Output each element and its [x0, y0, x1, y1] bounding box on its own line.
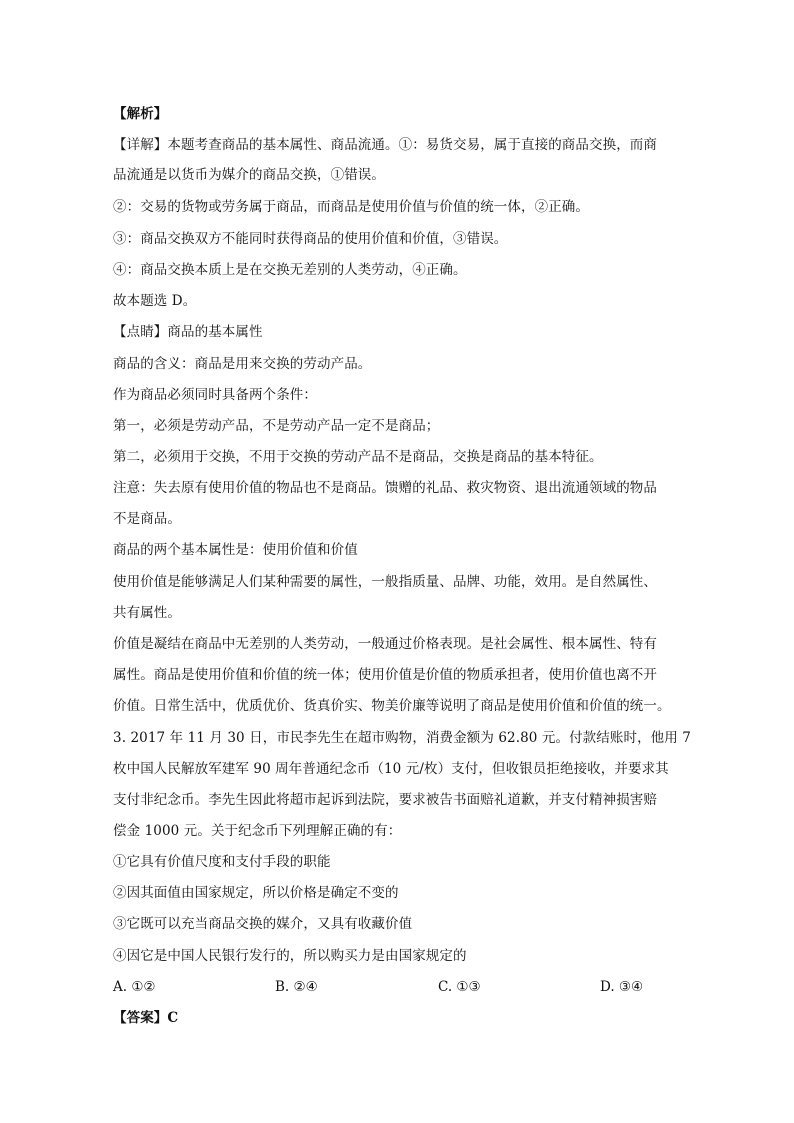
option-b: B. ②④	[275, 979, 318, 995]
text-line: ④：商品交换本质上是在交换无差别的人类劳动，④正确。	[113, 262, 467, 278]
section-heading-analysis: 【解析】	[113, 106, 168, 122]
text-line: 价值是凝结在商品中无差别的人类劳动，一般通过价格表现。是社会属性、根本属性、特有	[113, 636, 657, 652]
statement-item: ①它具有价值尺度和支付手段的职能	[113, 854, 331, 870]
answer-options	[113, 977, 673, 997]
question-text-line: 偿金 1000 元。关于纪念币下列理解正确的有：	[113, 823, 402, 839]
text-line: ②：交易的货物或劳务属于商品，而商品是使用价值与价值的统一体，②正确。	[113, 199, 589, 215]
text-line: 属性。商品是使用价值和价值的统一体；使用价值是价值的物质承担者，使用价值也离不开	[113, 667, 657, 683]
answer-line: 【答案】C	[113, 1010, 179, 1026]
text-line: 价值。日常生活中，优质优价、货真价实、物美价廉等说明了商品是使用价值和价值的统一。	[113, 698, 671, 714]
text-line: 商品的两个基本属性是：使用价值和价值	[113, 542, 358, 558]
question-text-line: 枚中国人民解放军建军 90 周年普通纪念币（10 元/枚）支付，但收银员拒绝接收，并要求其	[113, 761, 669, 777]
text-line: 共有属性。	[113, 605, 181, 621]
text-line: 使用价值是能够满足人们某种需要的属性，一般指质量、品牌、功能，效用。是自然属性、	[113, 574, 657, 590]
statement-item: ②因其面值由国家规定，所以价格是确定不变的	[113, 885, 399, 901]
text-line: 注意：失去原有使用价值的物品也不是商品。馈赠的礼品、救灾物资、退出流通领域的物品	[113, 480, 657, 496]
text-line: 不是商品。	[113, 511, 181, 527]
statement-item: ③它既可以充当商品交换的媒介，又具有收藏价值	[113, 916, 413, 932]
text-line: 作为商品必须同时具备两个条件：	[113, 387, 317, 403]
text-line: 第一，必须是劳动产品，不是劳动产品一定不是商品；	[113, 418, 440, 434]
text-line: 品流通是以货币为媒介的商品交换，①错误。	[113, 167, 385, 183]
text-line: 【详解】本题考查商品的基本属性、商品流通。①：易货交易，属于直接的商品交换，而商	[113, 137, 657, 153]
statement-item: ④因它是中国人民银行发行的，所以购买力是由国家规定的	[113, 948, 467, 964]
option-a: A. ①②	[113, 979, 156, 995]
question-text-line: 支付非纪念币。李先生因此将超市起诉到法院，要求被告书面赔礼道歉，并支付精神损害赔	[113, 792, 657, 808]
text-line: 【点睛】商品的基本属性	[113, 324, 263, 340]
text-line: ③：商品交换双方不能同时获得商品的使用价值和价值，③错误。	[113, 231, 508, 247]
text-line: 商品的含义：商品是用来交换的劳动产品。	[113, 356, 372, 372]
option-d: D. ③④	[600, 979, 644, 995]
question-text-line: 3. 2017 年 11 月 30 日，市民李先生在超市购物，消费金额为 62.80 元。付款结账时，他用 7	[113, 730, 691, 746]
text-line: 第二，必须用于交换，不用于交换的劳动产品不是商品，交换是商品的基本特征。	[113, 449, 603, 465]
option-c: C. ①③	[438, 979, 481, 995]
text-line: 故本题选 D。	[113, 293, 197, 309]
